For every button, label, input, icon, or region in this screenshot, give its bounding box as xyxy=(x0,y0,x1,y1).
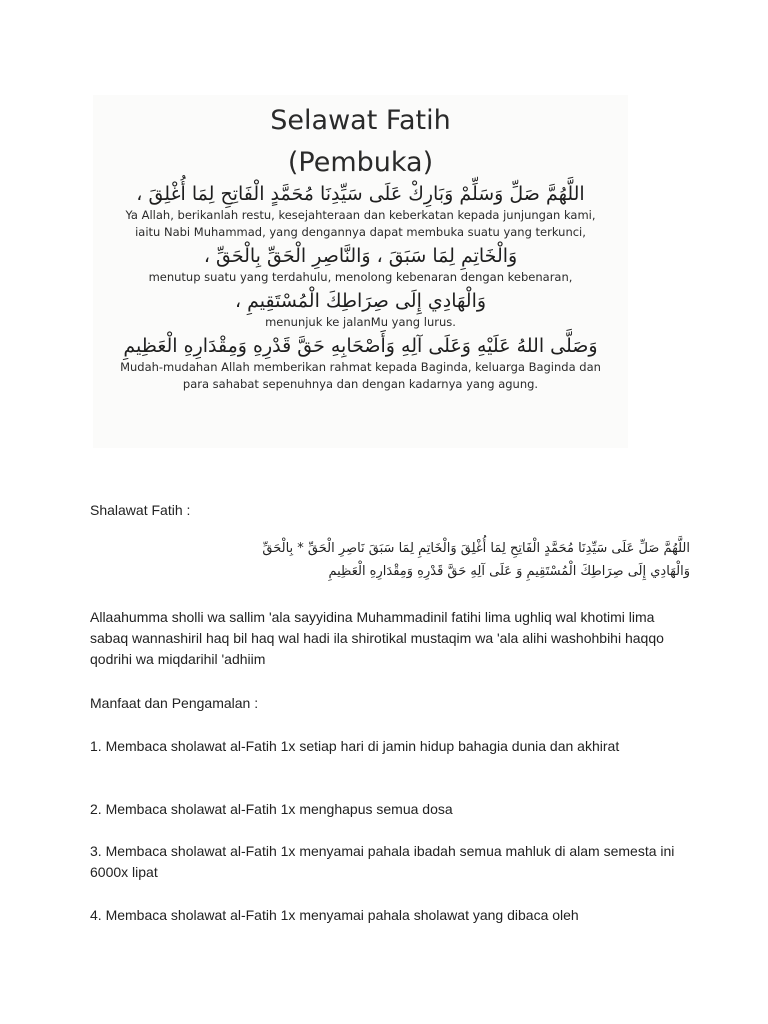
list-item: 4. Membaca sholawat al-Fatih 1x menyamai pahala sholawat yang dibaca oleh xyxy=(90,907,579,923)
arabic-text-line: وَالْهَادِي إِلَى صِرَاطِكَ الْمُسْتَقِيمِ وَ عَلَى آلِهِ حَقَّ قَدْرِهِ وَمِقْدَارِهِ الْعَظِيمِ xyxy=(328,564,690,579)
image-title-line-2: (Pembuka) xyxy=(287,147,434,178)
image-translation-line: iaitu Nabi Muhammad, yang dengannya dapat membuka suatu yang terkunci, xyxy=(135,225,586,239)
section-heading-manfaat: Manfaat dan Pengamalan : xyxy=(90,695,259,711)
transliteration-paragraph: Allaahumma sholli wa sallim 'ala sayyidina Muhammadinil fatihi lima ughliq wal khotimi lima sabaq wannashiril haq bil haq wal hadi ila shirotikal mustaqim wa 'ala alihi washohbihi haqqo qodrihi wa miqdarihil 'adhiim xyxy=(90,609,664,667)
arabic-text xyxy=(90,537,690,583)
image-block-1 xyxy=(93,181,628,241)
selawat-fatih-image xyxy=(93,95,628,448)
image-translation-line: para sahabat sepenuhnya dan dengan kadarnya yang agung. xyxy=(182,377,539,391)
image-translation-line: Mudah-mudahan Allah memberikan rahmat kepada Baginda, keluarga Baginda dan xyxy=(120,360,601,374)
list-item: 1. Membaca sholawat al-Fatih 1x setiap hari di jamin hidup bahagia dunia dan akhirat xyxy=(90,738,620,754)
image-title-line-1: Selawat Fatih xyxy=(270,105,451,136)
image-block-2 xyxy=(93,243,628,286)
image-arabic-line: وَصَلَّى اللهُ عَلَيْهِ وَعَلَى آلِهِ وَأَصْحَابِهِ حَقَّ قَدْرِهِ وَمِقْدَارِهِ الْعَظِيمِ xyxy=(123,335,598,357)
list-item: 2. Membaca sholawat al-Fatih 1x menghapus semua dosa xyxy=(90,801,453,817)
image-translation-line: menunjuk ke jalanMu yang lurus. xyxy=(265,315,456,329)
image-arabic-line: وَالْهَادِي إِلَى صِرَاطِكَ الْمُسْتَقِيمِ ، xyxy=(234,290,487,312)
arabic-text-line: اللَّهُمَّ صَلِّ عَلَى سَيِّدِنَا مُحَمَّدٍ الْفَاتِحِ لِمَا أُغْلِقَ وَالْخَاتِمِ لِمَا سَبَقَ نَاصِرِ الْحَقِّ * بِالْحَقِّ xyxy=(262,541,690,556)
image-arabic-line: وَالْخَاتِمِ لِمَا سَبَقَ ، وَالنَّاصِرِ الْحَقِّ بِالْحَقِّ ، xyxy=(203,245,518,267)
image-translation-line: menutup suatu yang terdahulu, menolong kebenaran dengan kebenaran, xyxy=(148,270,573,284)
image-block-3 xyxy=(93,288,628,331)
image-translation-line: Ya Allah, berikanlah restu, kesejahteraan dan keberkatan kepada junjungan kami, xyxy=(125,208,596,222)
list-item: 3. Membaca sholawat al-Fatih 1x menyamai pahala ibadah semua mahluk di alam semesta ini 6000x lipat xyxy=(90,843,675,880)
image-block-4 xyxy=(93,333,628,393)
image-arabic-line: اللَّهُمَّ صَلِّ وَسَلِّمْ وَبَارِكْ عَلَى سَيِّدِنَا مُحَمَّدٍ الْفَاتِحِ لِمَا أُغْلِقَ ، xyxy=(136,183,585,205)
section-heading-shalawat: Shalawat Fatih : xyxy=(90,502,191,518)
